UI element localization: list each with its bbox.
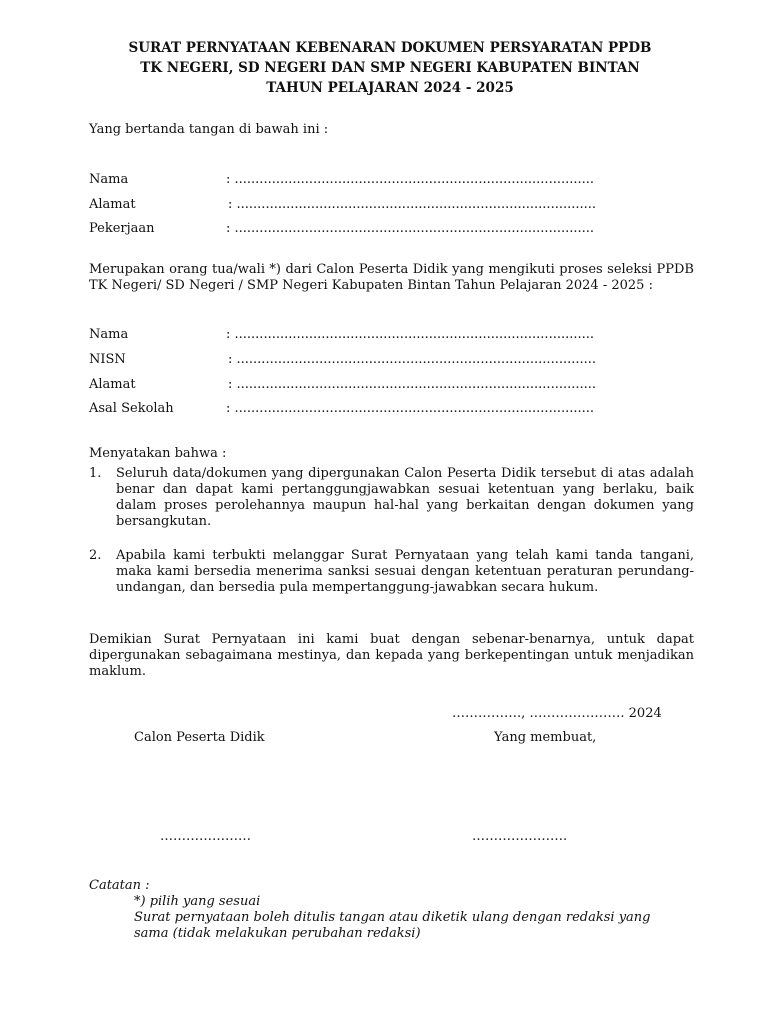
student-field-nama [89, 327, 629, 345]
parent-field-alamat [89, 197, 629, 215]
statement-intro: Menyatakan bahwa : [89, 446, 227, 461]
signature-label-student: Calon Peserta Didik [134, 730, 265, 745]
field-label: Nama [89, 172, 129, 187]
title-line-3: TAHUN PELAJARAN 2024 - 2025 [266, 80, 514, 96]
student-field-nisn [89, 352, 629, 370]
field-label: Nama [89, 327, 129, 342]
field-label: Pekerjaan [89, 221, 155, 236]
statement-text: Apabila kami terbukti melanggar Surat Pernyataan yang telah kami tanda tangani, maka kami bersedia menerima sanksi sesuai dengan ketentuan peraturan perundang-undangan, dan bersedia pula mempertanggung-jawabkan secara hukum. [116, 548, 694, 595]
field-dotted-line: : ....................................................................................... [226, 401, 595, 416]
field-label: Asal Sekolah [89, 401, 174, 416]
parent-field-nama [89, 172, 629, 190]
list-number: 1. [89, 466, 102, 481]
statement-text: Seluruh data/dokumen yang dipergunakan Calon Peserta Didik tersebut di atas adalah benar dan dapat kami pertanggungjawabkan sesuai ketentuan yang berlaku, baik dalam proses perolehannya maupun hal-hal yang berkaitan dengan dokumen yang bersangkutan. [116, 466, 694, 529]
closing-paragraph: Demikian Surat Pernyataan ini kami buat dengan sebenar-benarnya, untuk dapat dipergunakan sebagaimana mestinya, dan kepada yang berkepentingan untuk menjadikan maklum. [89, 632, 694, 679]
field-label: Alamat [89, 197, 136, 212]
date-line: ……………., …………………. 2024 [452, 706, 662, 721]
title-line-1: SURAT PERNYATAAN KEBENARAN DOKUMEN PERSYARATAN PPDB [128, 40, 652, 56]
list-number: 2. [89, 548, 102, 563]
notes-line-2: Surat pernyataan boleh ditulis tangan atau diketik ulang dengan redaksi yang sama (tidak melakukan perubahan redaksi) [134, 910, 651, 941]
field-dotted-line: : ....................................................................................... [226, 221, 595, 236]
field-dotted-line: : ....................................................................................... [226, 172, 595, 187]
title-line-2: TK NEGERI, SD NEGERI DAN SMP NEGERI KABUPATEN BINTAN [140, 60, 640, 76]
field-dotted-line: : ....................................................................................... [228, 197, 597, 212]
signature-label-parent: Yang membuat, [494, 730, 597, 745]
field-label: NISN [89, 352, 126, 367]
intro-text: Yang bertanda tangan di bawah ini : [89, 122, 329, 137]
signature-line-student: ………………… [160, 829, 251, 844]
notes-heading: Catatan : [89, 878, 150, 893]
field-dotted-line: : ....................................................................................... [226, 327, 595, 342]
student-field-asal-sekolah [89, 401, 629, 419]
field-dotted-line: : ....................................................................................... [228, 377, 597, 392]
relation-paragraph: Merupakan orang tua/wali *) dari Calon Peserta Didik yang mengikuti proses seleksi PPDB TK Negeri/ SD Negeri / SMP Negeri Kabupaten Bintan Tahun Pelajaran 2024 - 2025 : [89, 262, 694, 293]
student-field-alamat [89, 377, 629, 395]
field-label: Alamat [89, 377, 136, 392]
signature-line-parent: …………………. [472, 829, 568, 844]
document-title [60, 38, 720, 98]
notes-line-1: *) pilih yang sesuai [134, 894, 261, 909]
field-dotted-line: : ....................................................................................... [228, 352, 597, 367]
parent-field-pekerjaan [89, 221, 629, 239]
